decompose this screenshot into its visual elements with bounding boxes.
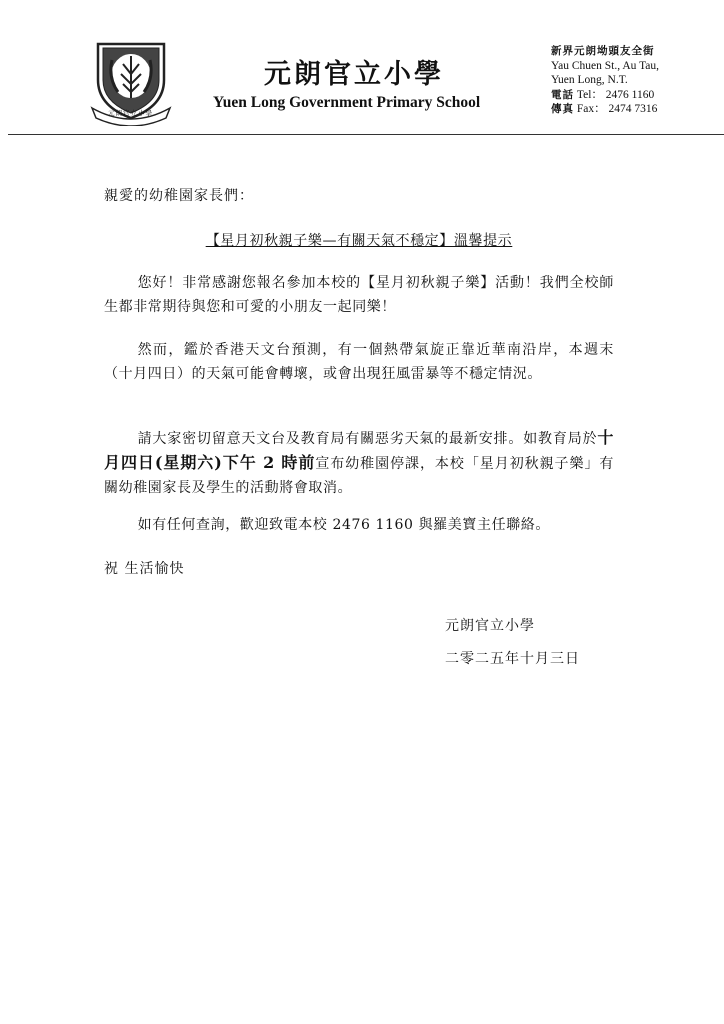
paragraph-3-part-b: 宣布幼稚園停課，本校「星月初秋親子樂」有關幼稚園家長及學生的活動將會取消。 — [104, 456, 614, 496]
header-divider — [8, 134, 724, 135]
paragraph-2: 然而，鑑於香港天文台預測，有一個熱帶氣旋正靠近華南沿岸，本週末（十月四日）的天氣可能會轉壞，或會出現狂風雷暴等不穩定情況。 — [104, 342, 614, 382]
fax-label-en: Fax： — [576, 103, 606, 115]
signature-school: 元朗官立小學 — [445, 618, 535, 634]
paragraph-1: 您好！非常感謝您報名參加本校的【星月初秋親子樂】活動！我們全校師生都非常期待與您和可愛的小朋友一起同樂！ — [104, 275, 614, 315]
fax-label-zh: 傳真 — [551, 103, 574, 115]
tel-line — [551, 88, 659, 103]
address-block — [551, 44, 659, 117]
paragraph-3-part-a: 請大家密切留意天文台及教育局有關惡劣天氣的最新安排。如教育局於 — [137, 431, 598, 447]
logo-ribbon-text: 元朗官立小學 — [108, 109, 153, 117]
signature-date: 二零二五年十月三日 — [445, 651, 580, 667]
fax-line — [551, 102, 659, 117]
paragraph-3-deadline: 十月四日(星期六)下午 2 時前 — [104, 428, 614, 472]
notice-title — [104, 230, 614, 250]
address-zh: 新界元朗坳頭友全街 — [551, 45, 655, 57]
school-name-zh: 元朗官立小學 — [264, 59, 444, 90]
address-en-line2: Yuen Long, N.T. — [551, 74, 628, 86]
school-name-en: Yuen Long Government Primary School — [213, 94, 481, 111]
salutation: 親愛的幼稚園家長們： — [104, 188, 254, 204]
tel-label-zh: 電話 — [551, 88, 574, 101]
tel-label-en: Tel： — [576, 88, 603, 101]
tel-number: 2476 1160 — [605, 88, 655, 101]
address-en-line1: Yau Chuen St., Au Tau, — [551, 59, 660, 72]
notice-title-text: 【星月初秋親子樂—有關天氣不穩定】溫馨提示 — [205, 233, 513, 249]
paragraph-3 — [104, 426, 614, 500]
fax-number: 2474 7316 — [608, 103, 658, 115]
paragraph-4: 如有任何查詢，歡迎致電本校 2476 1160 與羅美寶主任聯絡。 — [137, 517, 551, 533]
closing: 祝 生活愉快 — [104, 561, 185, 577]
